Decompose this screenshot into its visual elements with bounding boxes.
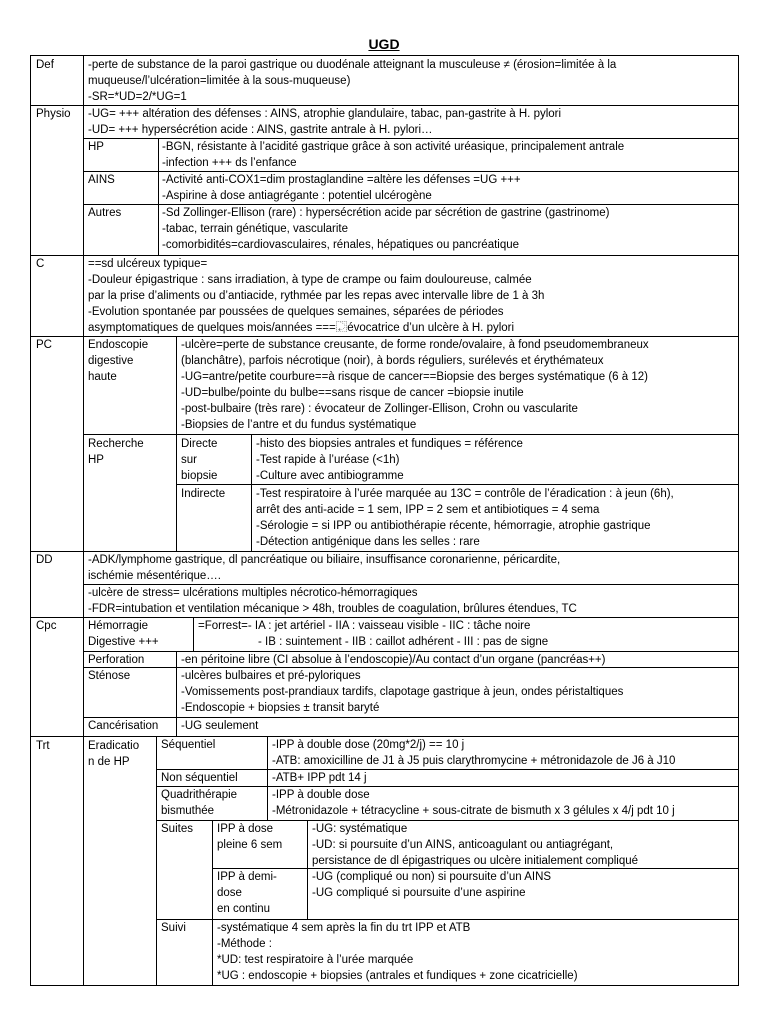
sub-label-directe: sur	[181, 454, 197, 466]
perforation-line: -en péritoine libre (CI absolue à l’endoscopie)/Au contact d’un organe (pancréas++)	[181, 654, 606, 666]
sub-label-hp: HP	[88, 141, 104, 153]
physio-line: -UD= +++ hypersécrétion acide : AINS, gastrite antrale à H. pylori…	[88, 124, 433, 136]
def-line: -perte de substance de la paroi gastrique ou duodénale atteignant la musculeuse ≠ (érosion=limitée à la	[88, 59, 617, 71]
sub-label-directe: Directe	[181, 438, 218, 450]
row-label-def: Def	[36, 59, 54, 71]
endo-line: -UD=bulbe/pointe du bulbe==sans risque de cancer =biopsie inutile	[181, 387, 524, 399]
dd-line: -FDR=intubation et ventilation mécanique > 48h, troubles de coagulation, brûlures étendues, TC	[88, 603, 577, 615]
ipp-demi-line: -UG (compliqué ou non) si poursuite d’un AINS	[312, 871, 552, 883]
sequentiel-line: -IPP à double dose (20mg*2/j) == 10 j	[272, 739, 465, 751]
sub-label-non-sequentiel: Non séquentiel	[161, 772, 238, 784]
hp-line: -infection +++ ds l’enfance	[162, 157, 297, 169]
endo-line: (blanchâtre), parfois nécrotique (noir), à bords réguliers, surélevés et érythémateux	[181, 355, 604, 367]
dd-line: -ulcère de stress= ulcérations multiples nécrotico-hémorragiques	[88, 587, 418, 599]
ipp-demi-line: -UG compliqué si poursuite d’une aspirine	[312, 887, 526, 899]
non-sequentiel-line: -ATB+ IPP pdt 14 j	[272, 772, 367, 784]
sub-label-ipp-demi: en continu	[217, 903, 271, 915]
autres-line: -comorbidités=cardiovasculaires, rénales, hépatiques ou pancréatique	[162, 239, 520, 251]
sub-label-eradication: n de HP	[88, 756, 130, 768]
dd-line: -ADK/lymphome gastrique, dl pancréatique ou biliaire, insuffisance coronarienne, péricardite,	[88, 554, 561, 566]
hemorragie-line: - IB : suintement - IIB : caillot adhérent - III : pas de signe	[258, 636, 549, 648]
cancerisation-line: -UG seulement	[181, 720, 259, 732]
quadritherapie-line: -IPP à double dose	[272, 789, 370, 801]
sub-label-recherche-hp: Recherche	[88, 438, 144, 450]
stenose-line: -ulcères bulbaires et pré-pyloriques	[181, 670, 361, 682]
dd-line: ischémie mésentérique….	[88, 570, 221, 582]
c-line: ==sd ulcéreux typique=	[88, 258, 208, 270]
ipp-pleine-line: -UG: systématique	[312, 823, 408, 835]
endo-line: -Biopsies de l’antre et du fundus systématique	[181, 419, 417, 431]
stenose-line: -Endoscopie + biopsies ± transit baryté	[181, 702, 380, 714]
indirecte-line: -Test respiratoire à l’urée marquée au 13C = contrôle de l’éradication : à jeun (6h),	[256, 488, 674, 500]
ipp-pleine-line: persistance de dl épigastriques ou ulcère initialement compliqué	[312, 855, 639, 867]
row-label-cpc: Cpc	[36, 620, 57, 632]
sub-label-ipp-demi: IPP à demi-	[217, 871, 277, 883]
suivi-line: -Méthode :	[217, 938, 272, 950]
page-title: UGD	[368, 36, 400, 52]
sub-label-suites: Suites	[161, 823, 193, 835]
sub-label-quadritherapie: bismuthée	[161, 805, 215, 817]
sub-label-hemorragie: Hémorragie	[88, 620, 149, 632]
sub-label-endoscopie: Endoscopie	[88, 339, 149, 351]
endo-line: -UG=antre/petite courbure==à risque de cancer==Biopsie des berges systématique (6 à 12)	[181, 371, 648, 383]
sub-label-suivi: Suivi	[161, 922, 186, 934]
row-label-c: C	[36, 258, 45, 270]
sub-label-directe: biopsie	[181, 470, 218, 482]
c-line: -Evolution spontanée par poussées de quelques semaines, séparées de périodes	[88, 306, 504, 318]
sub-label-ipp-pleine: IPP à dose	[217, 823, 274, 835]
row-label-physio: Physio	[36, 108, 71, 120]
endo-line: -ulcère=perte de substance creusante, de forme ronde/ovalaire, à fond pseudomembraneux	[181, 339, 649, 351]
sub-label-ipp-demi: dose	[217, 887, 242, 899]
stenose-line: -Vomissements post-prandiaux tardifs, clapotage gastrique à jeun, ondes péristaltiques	[181, 686, 624, 698]
indirecte-line: -Sérologie = si IPP ou antibiothérapie récente, hémorragie, atrophie gastrique	[256, 520, 651, 532]
ains-line: -Aspirine à dose antiagrégante : potentiel ulcérogène	[162, 190, 432, 202]
sub-label-autres: Autres	[88, 207, 122, 219]
c-line: -Douleur épigastrique : sans irradiation, à type de crampe ou faim douloureuse, calmée	[88, 274, 532, 286]
directe-line: -Test rapide à l’uréase (<1h)	[256, 454, 400, 466]
suivi-line: *UD: test respiratoire à l’urée marquée	[217, 954, 414, 966]
ipp-pleine-line: -UD: si poursuite d’un AINS, anticoagulant ou antiagrégant,	[312, 839, 614, 851]
def-line: muqueuse/l’ulcération=limitée à la sous-muqueuse)	[88, 75, 351, 87]
hemorragie-line: =Forrest=- IA : jet artériel - IIA : vaisseau visible - IIC : tâche noire	[198, 620, 531, 632]
quadritherapie-line: -Métronidazole + tétracycline + sous-citrate de bismuth x 3 gélules x 4/j pdt 10 j	[272, 805, 675, 817]
sub-label-ipp-pleine: pleine 6 sem	[217, 839, 283, 851]
sequentiel-line: -ATB: amoxicilline de J1 à J5 puis clarythromycine + métronidazole de J6 à J10	[272, 755, 676, 767]
ains-line: -Activité anti-COX1=dim prostaglandine =altère les défenses =UG +++	[162, 174, 521, 186]
physio-line: -UG= +++ altération des défenses : AINS, atrophie glandulaire, tabac, pan-gastrite à H. pylori	[88, 108, 562, 120]
row-label-pc: PC	[36, 339, 52, 351]
indirecte-line: -Détection antigénique dans les selles : rare	[256, 536, 480, 548]
sub-label-stenose: Sténose	[88, 670, 131, 682]
autres-line: -tabac, terrain génétique, vascularite	[162, 223, 349, 235]
c-line: par la prise d’aliments ou d’antiacide, rythmée par les repas avec intervalle libre de 1 à 3h	[88, 290, 545, 302]
sub-label-sequentiel: Séquentiel	[161, 739, 216, 751]
sub-label-endoscopie: haute	[88, 371, 117, 383]
sub-label-recherche-hp: HP	[88, 454, 104, 466]
autres-line: -Sd Zollinger-Ellison (rare) : hypersécrétion acide par sécrétion de gastrine (gastrinome)	[162, 207, 610, 219]
sub-label-perforation: Perforation	[88, 654, 145, 666]
sub-label-cancerisation: Cancérisation	[88, 720, 159, 732]
def-line: -SR=*UD=2/*UG=1	[88, 91, 187, 103]
suivi-line: *UG : endoscopie + biopsies (antrales et fundiques + zone cicatricielle)	[217, 970, 578, 982]
indirecte-line: arrêt des anti-acide = 1 sem, IPP = 2 sem et antibiotiques = 4 sema	[256, 504, 600, 516]
sub-label-hemorragie: Digestive +++	[88, 636, 159, 648]
endo-line: -post-bulbaire (très rare) : évocateur de Zollinger-Ellison, Crohn ou vascularite	[181, 403, 578, 415]
directe-line: -Culture avec antibiogramme	[256, 470, 404, 482]
hp-line: -BGN, résistante à l’acidité gastrique grâce à son activité uréasique, principalement antrale	[162, 141, 625, 153]
row-label-trt: Trt	[36, 740, 50, 752]
sub-label-ains: AINS	[88, 174, 115, 186]
sub-label-indirecte: Indirecte	[181, 488, 226, 500]
sub-label-eradication: Eradicatio	[88, 740, 140, 752]
directe-line: -histo des biopsies antrales et fundiques = référence	[256, 438, 523, 450]
suivi-line: -systématique 4 sem après la fin du trt IPP et ATB	[217, 922, 471, 934]
sub-label-endoscopie: digestive	[88, 355, 134, 367]
row-label-dd: DD	[36, 554, 53, 566]
sub-label-quadritherapie: Quadrithérapie	[161, 789, 238, 801]
c-line: asymptomatiques de quelques mois/années ===⿿évocatrice d’un ulcère à H. pylori	[88, 322, 515, 334]
